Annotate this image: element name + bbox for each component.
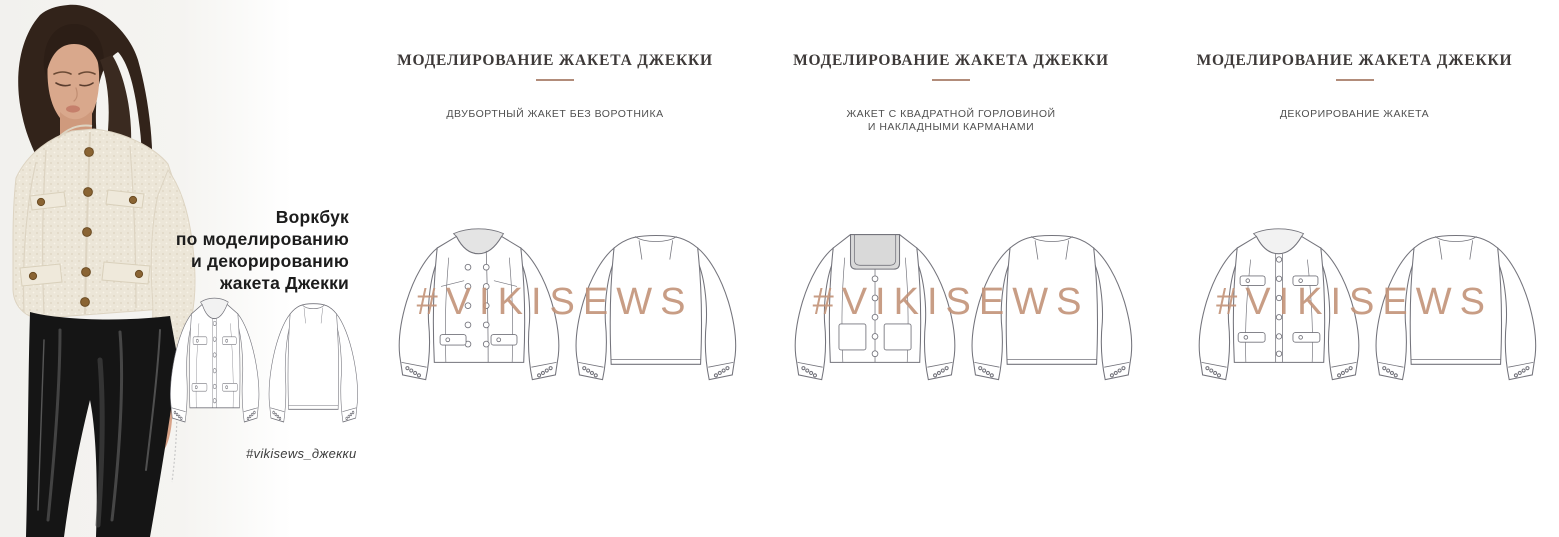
subtitle-line: ЖАКЕТ С КВАДРАТНОЙ ГОРЛОВИНОЙ <box>846 108 1056 120</box>
panel-title: МОДЕЛИРОВАНИЕ ЖАКЕТА ДЖЕККИ <box>793 52 1109 69</box>
left-section <box>0 0 365 537</box>
panel-subtitle <box>1150 108 1559 121</box>
panel-subtitle <box>753 108 1149 134</box>
vikisews-watermark: #VIKISEWS <box>812 281 1090 323</box>
panel-title: МОДЕЛИРОВАНИЕ ЖАКЕТА ДЖЕККИ <box>397 52 713 69</box>
workbook-title-line: и декорированию <box>190 251 349 271</box>
panel-title: МОДЕЛИРОВАНИЕ ЖАКЕТА ДЖЕККИ <box>1196 52 1513 69</box>
panel-square-neckline <box>753 0 1149 537</box>
mini-jacket-sketch <box>168 295 360 433</box>
subtitle-line: ДЕКОРИРОВАНИЕ ЖАКЕТА <box>1279 108 1430 120</box>
panel-decorated <box>1150 0 1559 537</box>
vikisews-watermark: #VIKISEWS <box>1216 281 1493 323</box>
title-underline <box>536 79 574 81</box>
workbook-title-line: по моделированию <box>175 229 349 249</box>
title-underline <box>1336 79 1374 81</box>
workbook-title-line: Воркбук <box>275 207 349 227</box>
vikisews-watermark: #VIKISEWS <box>416 281 694 323</box>
panel-subtitle <box>357 108 753 121</box>
panel-double-breasted <box>357 0 753 537</box>
workbook-title <box>99 206 349 294</box>
subtitle-line: И НАКЛАДНЫМИ КАРМАНАМИ <box>867 121 1035 133</box>
hashtag-label: #vikisews_джекки <box>246 446 357 461</box>
title-underline <box>932 79 970 81</box>
workbook-title-line: жакета Джекки <box>219 273 349 293</box>
subtitle-line: ДВУБОРТНЫЙ ЖАКЕТ БЕЗ ВОРОТНИКА <box>446 108 664 120</box>
